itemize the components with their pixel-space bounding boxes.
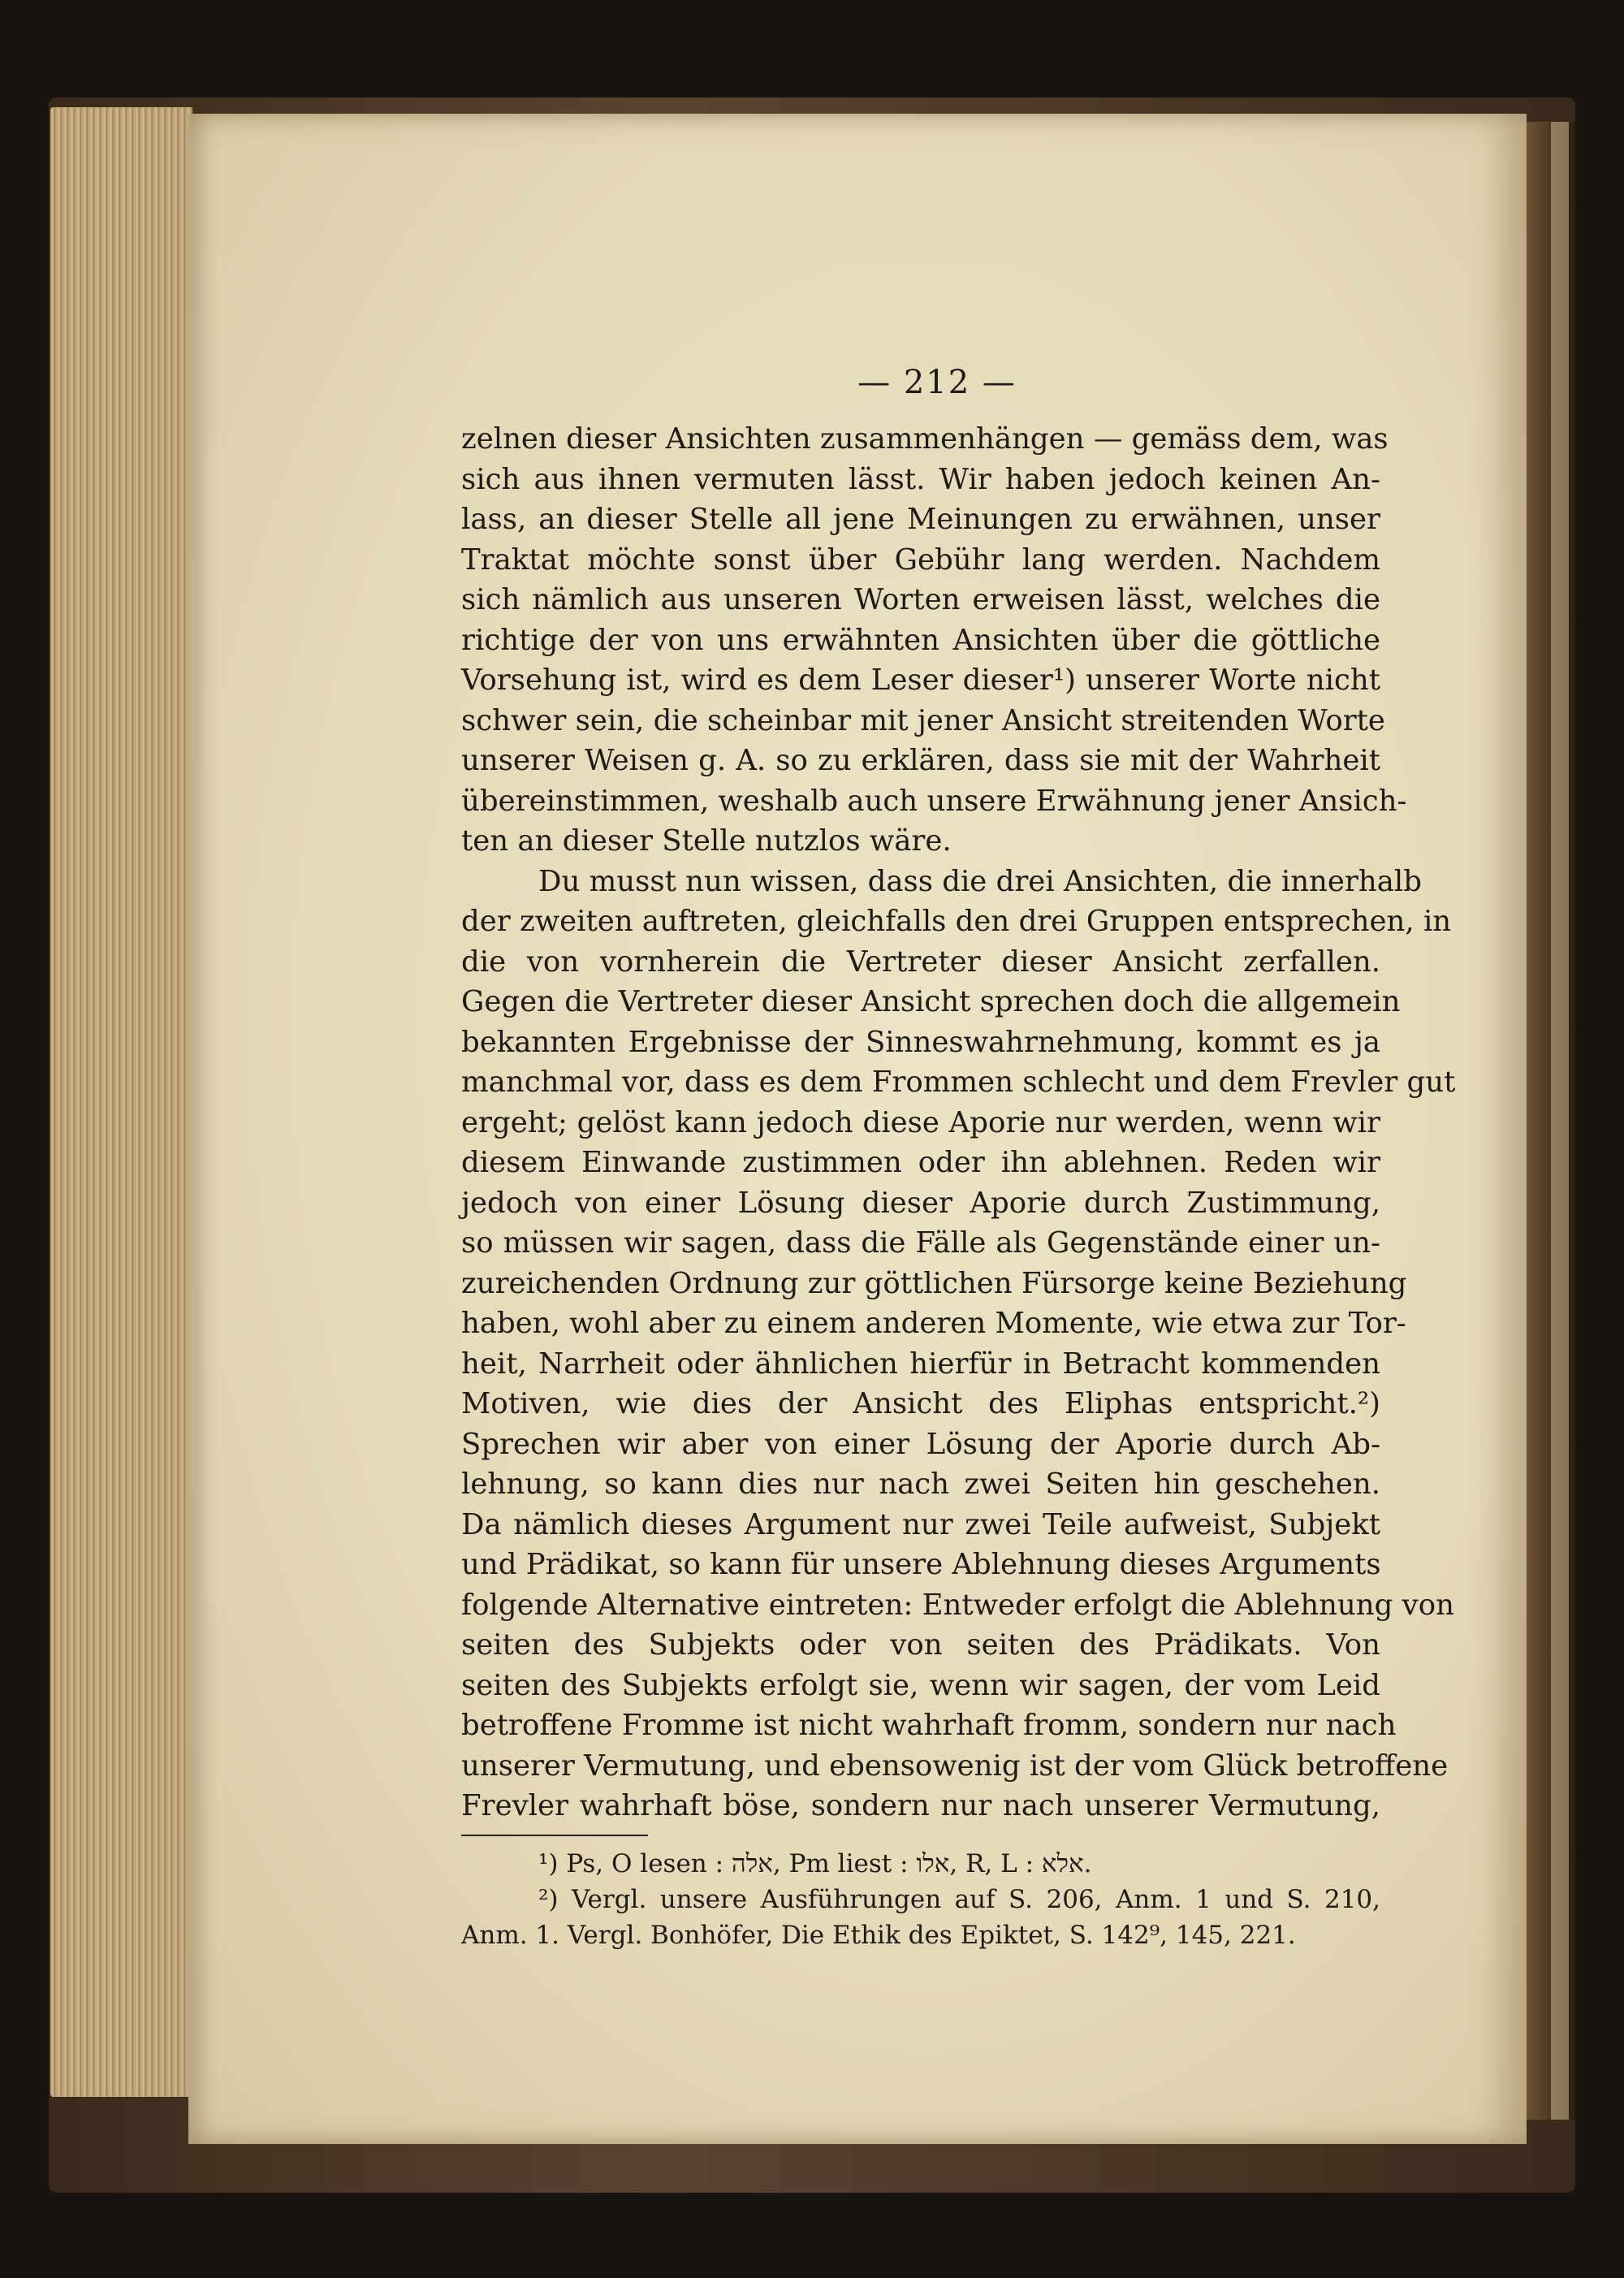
text-line: seiten des Subjekts oder von seiten des Prädikats. Von (461, 1628, 1380, 1662)
text-line: Vorsehung ist, wird es dem Leser dieser¹) unserer Worte nicht (461, 664, 1380, 697)
footnote-2: ²) Vergl. unsere Ausführungen auf S. 206, Anm. 1 und S. 210, (538, 1884, 1380, 1914)
footnote-2-continued: Anm. 1. Vergl. Bonhöfer, Die Ethik des Epiktet, S. 142⁹, 145, 221. (461, 1920, 1296, 1950)
text-line: betroffene Fromme ist nicht wahrhaft fromm, sondern nur nach (461, 1709, 1397, 1742)
facing-page-edge (1527, 122, 1575, 2120)
text-line: übereinstimmen, weshalb auch unsere Erwähnung jener Ansich- (461, 784, 1407, 818)
page-edges (50, 107, 192, 2097)
text-block (461, 364, 1456, 1953)
text-line: sich nämlich aus unseren Worten erweisen lässt, welches die (461, 583, 1380, 616)
footnotes (461, 1846, 1380, 1953)
text-line: unserer Weisen g. A. so zu erklären, dass sie mit der Wahrheit (461, 744, 1380, 777)
text-line: so müssen wir sagen, dass die Fälle als Gegenstände einer un- (461, 1226, 1380, 1260)
text-line: schwer sein, die scheinbar mit jener Ansicht streitenden Worte (461, 703, 1385, 737)
text-line: lehnung, so kann dies nur nach zwei Seiten hin geschehen. (461, 1468, 1380, 1501)
text-line: seiten des Subjekts erfolgt sie, wenn wir sagen, der vom Leid (461, 1668, 1380, 1702)
text-line: diesem Einwande zustimmen oder ihn ablehnen. Reden wir (461, 1146, 1380, 1179)
text-line: Da nämlich dieses Argument nur zwei Teile aufweist, Subjekt (461, 1507, 1380, 1541)
paragraph-1 (461, 419, 1407, 862)
text-line: der zweiten auftreten, gleichfalls den drei Gruppen entsprechen, in (461, 905, 1452, 938)
text-line: ergeht; gelöst kann jedoch diese Aporie nur werden, wenn wir (461, 1105, 1380, 1139)
text-line: richtige der von uns erwähnten Ansichten über die göttliche (461, 623, 1380, 657)
text-line: Gegen die Vertreter dieser Ansicht sprechen doch die allgemein (461, 985, 1401, 1018)
text-line: heit, Narrheit oder ähnlichen hierfür in Betracht kommenden (461, 1346, 1380, 1381)
text-line: die von vornherein die Vertreter dieser Ansicht zerfallen. (461, 944, 1380, 979)
text-line: zelnen dieser Ansichten zusammenhängen — gemäss dem, was (461, 422, 1389, 456)
facing-page-strip (1551, 122, 1569, 2120)
text-line: folgende Alternative eintreten: Entweder erfolgt die Ablehnung von (461, 1588, 1454, 1622)
text-line: haben, wohl aber zu einem anderen Momente, wie etwa zur Tor- (461, 1307, 1406, 1340)
text-line: bekannten Ergebnisse der Sinneswahrnehmung, kommt es ja (461, 1025, 1380, 1059)
footnote-1: ¹) Ps, O lesen : אלה, Pm liest : אלו, R, L : אלא. (538, 1848, 1092, 1878)
text-line: und Prädikat, so kann für unsere Ablehnung dieses Arguments (461, 1548, 1381, 1581)
paragraph-2 (461, 862, 1456, 1826)
text-line: Sprechen wir aber von einer Lösung der Aporie durch Ab- (461, 1427, 1380, 1461)
text-line: sich aus ihnen vermuten lässt. Wir haben jedoch keinen An- (461, 462, 1380, 496)
text-line: Motiven, wie dies der Ansicht des Eliphas entspricht.²) (461, 1387, 1380, 1420)
text-line: Traktat möchte sonst über Gebühr lang werden. Nachdem (461, 542, 1380, 577)
text-line: unserer Vermutung, und ebensowenig ist der vom Glück betroffene (461, 1748, 1449, 1783)
text-line: jedoch von einer Lösung dieser Aporie durch Zustimmung, (461, 1186, 1380, 1220)
text-line: zureichenden Ordnung zur göttlichen Fürsorge keine Beziehung (461, 1266, 1407, 1300)
text-line: ten an dieser Stelle nutzlos wäre. (461, 824, 952, 858)
text-line: Frevler wahrhaft böse, sondern nur nach unserer Vermutung, (461, 1789, 1380, 1822)
text-line: manchmal vor, dass es dem Frommen schlecht und dem Frevler gut (461, 1066, 1456, 1099)
text-line: Du musst nun wissen, dass die drei Ansichten, die innerhalb (538, 864, 1423, 898)
page-number: — 212 — (857, 364, 1017, 401)
footnote-divider (461, 1835, 648, 1836)
text-line: lass, an dieser Stelle all jene Meinungen zu erwähnen, unser (461, 503, 1380, 536)
